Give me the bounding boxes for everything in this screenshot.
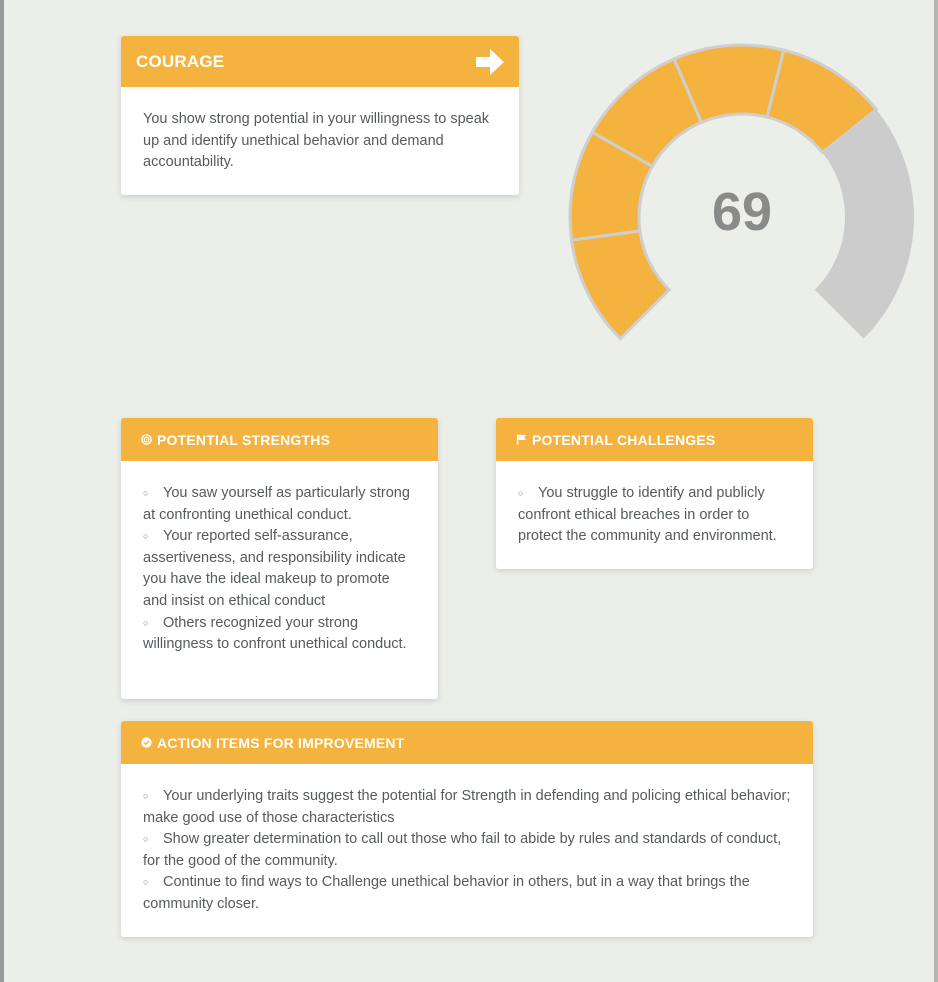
list-item: ○ Continue to find ways to Challenge unethical behavior in others, but in a way that brings the community closer. (143, 872, 791, 915)
action-items-list (143, 786, 791, 916)
action-items-header (121, 721, 813, 764)
list-item: ○ You struggle to identify and publicly confront ethical breaches in order to protect the community and environment. (518, 483, 791, 548)
challenges-card (496, 418, 813, 569)
challenges-list (518, 483, 791, 548)
check-badge-icon (141, 737, 152, 748)
strengths-list (143, 483, 416, 656)
courage-card (121, 36, 519, 195)
courage-description: You show strong potential in your willingness to speak up and identify unethical behavior and demand accountability. (143, 111, 490, 171)
gauge-filled-segment (572, 231, 670, 339)
gauge-value: 69 (711, 182, 773, 242)
challenges-title: POTENTIAL CHALLENGES (532, 431, 716, 448)
score-gauge (560, 40, 920, 350)
list-item: ○ Show greater determination to call out those who fail to abide by rules and standards of conduct, for the good of the community. (143, 829, 791, 872)
list-item: ○ Others recognized your strong willingness to confront unethical conduct. (143, 613, 416, 656)
list-item: ○ You saw yourself as particularly strong at confronting unethical conduct. (143, 483, 416, 526)
window-left-edge (0, 0, 4, 982)
strengths-card (121, 418, 438, 699)
target-icon (141, 434, 152, 445)
list-item: ○ Your underlying traits suggest the potential for Strength in defending and policing ethical behavior; make good use of those characteristics (143, 786, 791, 829)
flag-icon (516, 434, 527, 445)
strengths-header (121, 418, 438, 461)
window-scrollbar[interactable] (934, 0, 938, 982)
list-item: ○ Your reported self-assurance, assertiveness, and responsibility indicate you have the ideal makeup to promote and insist on ethical conduct (143, 526, 416, 612)
challenges-header (496, 418, 813, 461)
strengths-title: POTENTIAL STRENGTHS (157, 431, 331, 448)
action-items-title: ACTION ITEMS FOR IMPROVEMENT (157, 734, 405, 751)
courage-title: COURAGE (136, 51, 225, 71)
action-items-card (121, 721, 813, 937)
